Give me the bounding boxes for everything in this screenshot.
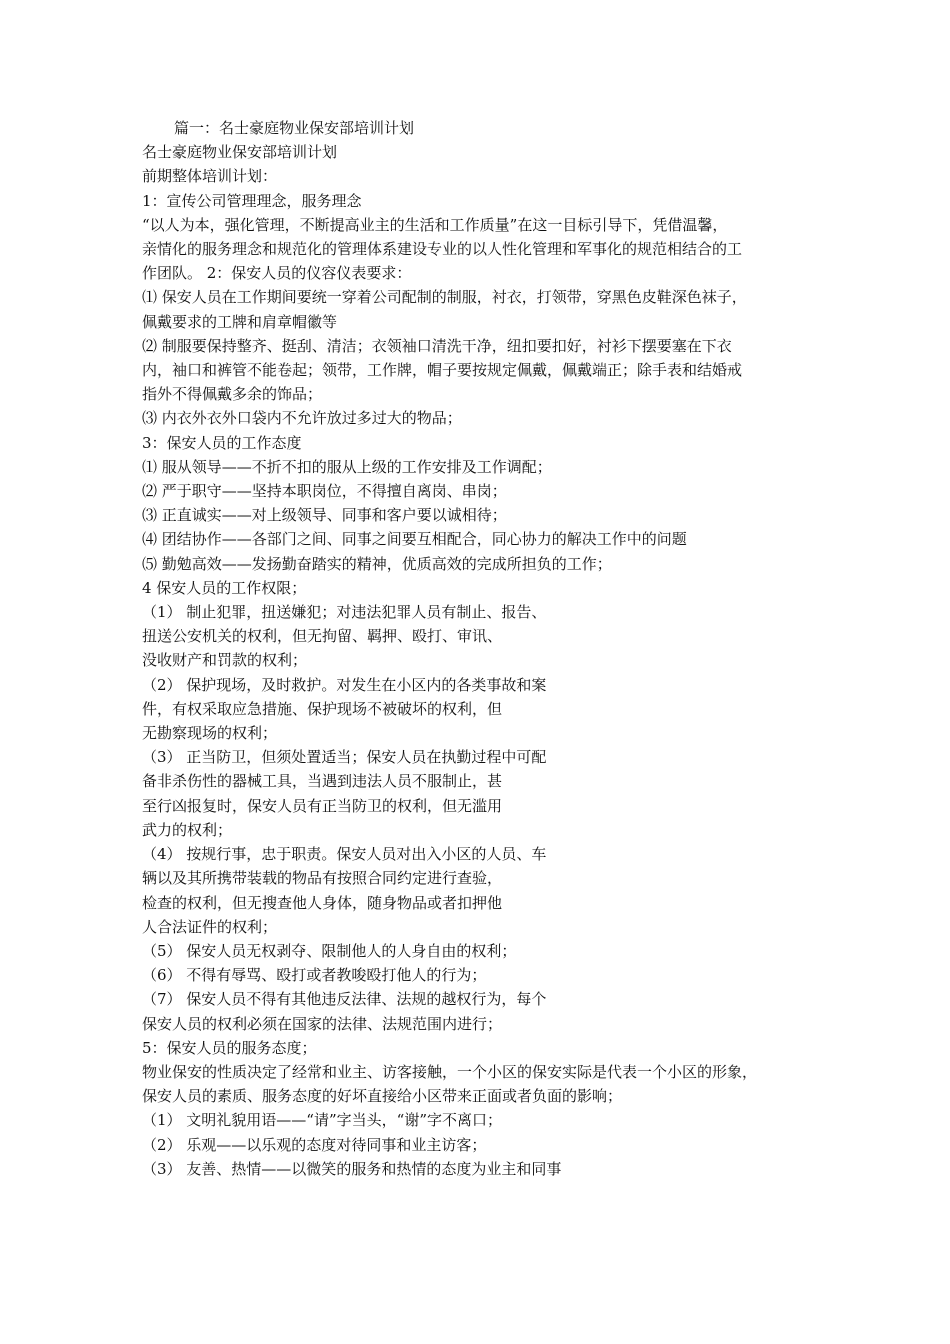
list-item: 备非杀伤性的器械工具，当遇到违法人员不服制止，甚 (142, 772, 503, 791)
list-item: ⑶ 正直诚实——对上级领导、同事和客户要以诚相待； (142, 506, 507, 525)
list-item: （1） 文明礼貌用语——“请”字当头，“谢”字不离口； (142, 1111, 502, 1130)
document-title: 篇一：名士豪庭物业保安部培训计划 (174, 119, 415, 137)
section-heading: 1：宣传公司管理理念，服务理念 (142, 191, 362, 210)
list-item: 件，有权采取应急措施、保护现场不被破坏的权利，但 (142, 699, 503, 718)
list-item: ⑸ 勤勉高效——发扬勤奋踏实的精神，优质高效的完成所担负的工作； (142, 554, 612, 573)
paragraph-line: 亲情化的服务理念和规范化的管理体系建设专业的以人性化管理和军事化的规范相结合的工 (142, 240, 743, 259)
document-subtitle: 名士豪庭物业保安部培训计划 (142, 143, 338, 162)
list-item: 扭送公安机关的权利，但无拘留、羁押、殴打、审讯、 (142, 627, 503, 646)
list-item: ⑶ 内衣外衣外口袋内不允许放过多过大的物品； (142, 409, 462, 428)
list-item: ⑴ 保安人员在工作期间要统一穿着公司配制的制服，衬衣，打领带，穿黑色皮鞋深色袜子， (142, 288, 747, 307)
list-item: （4） 按规行事，忠于职责。保安人员对出入小区的人员、车 (142, 845, 547, 864)
list-item: 指外不得佩戴多余的饰品； (142, 385, 323, 404)
list-item: ⑴ 服从领导——不折不扣的服从上级的工作安排及工作调配； (142, 457, 552, 476)
section-heading: 4 保安人员的工作权限； (142, 578, 307, 597)
paragraph-line: 作团队。 2：保安人员的仪容仪表要求： (142, 264, 412, 283)
list-item: （2） 乐观——以乐观的态度对待同事和业主访客； (142, 1135, 487, 1154)
paragraph-line: 保安人员的素质、服务态度的好坏直接给小区带来正面或者负面的影响； (142, 1087, 623, 1106)
list-item: 没收财产和罚款的权利； (142, 651, 308, 670)
list-item: ⑵ 制服要保持整齐、挺刮、清洁；衣领袖口清洗干净，纽扣要扣好，衬衫下摆要塞在下衣 (142, 336, 732, 355)
list-item: ⑷ 团结协作——各部门之间、同事之间要互相配合，同心协力的解决工作中的问题 (142, 530, 687, 549)
list-item: 人合法证件的权利； (142, 917, 278, 936)
list-item: 辆以及其所携带装载的物品有按照合同约定进行查验， (142, 869, 503, 888)
list-item: （1） 制止犯罪，扭送嫌犯；对违法犯罪人员有制止、报告、 (142, 603, 547, 622)
list-item: （6） 不得有辱骂、殴打或者教唆殴打他人的行为； (142, 966, 487, 985)
list-item: （7） 保安人员不得有其他违反法律、法规的越权行为，每个 (142, 990, 547, 1009)
list-item: 保安人员的权利必须在国家的法律、法规范围内进行； (142, 1014, 503, 1033)
list-item: （3） 友善、热情——以微笑的服务和热情的态度为业主和同事 (142, 1159, 562, 1178)
paragraph-line: 物业保安的性质决定了经常和业主、访客接触，一个小区的保安实际是代表一个小区的形象， (142, 1062, 758, 1081)
list-item: 无勘察现场的权利； (142, 724, 278, 743)
list-item: 至行凶报复时，保安人员有正当防卫的权利，但无滥用 (142, 796, 503, 815)
list-item: 武力的权利； (142, 820, 233, 839)
list-item: 佩戴要求的工牌和肩章帽徽等 (142, 312, 338, 331)
list-item: （2） 保护现场，及时救护。对发生在小区内的各类事故和案 (142, 675, 547, 694)
paragraph-line: “以人为本，强化管理，不断提高业主的生活和工作质量”在这一目标引导下，凭借温馨， (142, 215, 728, 234)
section-heading: 5：保安人员的服务态度； (142, 1038, 317, 1057)
list-item: 内，袖口和裤管不能卷起；领带，工作牌，帽子要按规定佩戴，佩戴端正；除手表和结婚戒 (142, 361, 743, 380)
list-item: （5） 保安人员无权剥夺、限制他人的人身自由的权利； (142, 941, 517, 960)
section-heading: 3：保安人员的工作态度 (142, 433, 302, 452)
document-body (142, 116, 812, 1181)
list-item: ⑵ 严于职守——坚持本职岗位，不得擅自离岗、串岗； (142, 482, 507, 501)
list-item: （3） 正当防卫，但须处置适当；保安人员在执勤过程中可配 (142, 748, 547, 767)
list-item: 检查的权利，但无搜查他人身体，随身物品或者扣押他 (142, 893, 503, 912)
section-heading: 前期整体培训计划： (142, 167, 278, 186)
